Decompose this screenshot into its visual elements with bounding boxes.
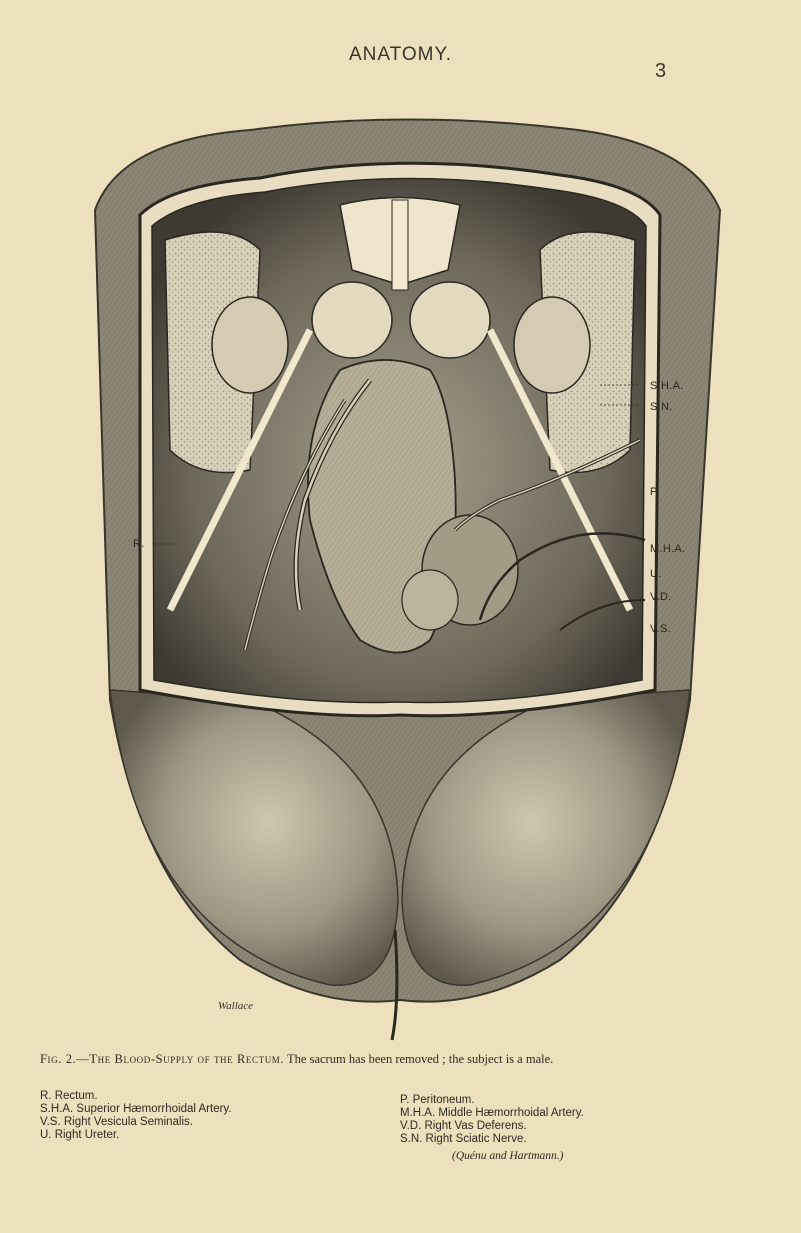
key-item: M.H.A. Middle Hæmorrhoidal Artery. xyxy=(400,1107,584,1119)
page-number: 3 xyxy=(655,60,667,82)
label-sha: S.H.A. xyxy=(650,380,684,392)
key-left-column xyxy=(40,1090,232,1142)
figure-number: Fig. 2. xyxy=(40,1052,77,1066)
label-sn: S.N. xyxy=(650,401,673,413)
label-vd: V.D. xyxy=(650,591,672,603)
key-item: R. Rectum. xyxy=(40,1090,98,1102)
figure-description: The sacrum has been removed ; the subject is a male. xyxy=(284,1052,554,1066)
spinous-process xyxy=(392,200,408,290)
figure-caption xyxy=(40,1052,770,1066)
left-femoral-head xyxy=(212,297,288,393)
key-item: V.D. Right Vas Deferens. xyxy=(400,1120,527,1132)
label-u: U. xyxy=(650,568,662,580)
right-vertebral-body xyxy=(410,282,490,358)
left-vertebral-body xyxy=(312,282,392,358)
figure-credit: (Quénu and Hartmann.) xyxy=(452,1150,564,1162)
key-item: P. Peritoneum. xyxy=(400,1094,475,1106)
figure-title: —The Blood-Supply of the Rectum. xyxy=(76,1052,285,1066)
artist-signature: Wallace xyxy=(218,1000,254,1012)
running-head: ANATOMY. xyxy=(348,44,453,65)
label-mha: M.H.A. xyxy=(650,543,686,555)
right-femoral-head xyxy=(514,297,590,393)
label-vs: V.S. xyxy=(650,623,671,635)
key-item: V.S. Right Vesicula Seminalis. xyxy=(40,1116,193,1128)
label-p: P. xyxy=(650,486,660,498)
key-item: S.H.A. Superior Hæmorrhoidal Artery. xyxy=(40,1103,232,1115)
key-right-column xyxy=(400,1094,584,1146)
bladder-part xyxy=(402,570,458,630)
key-item: U. Right Ureter. xyxy=(40,1129,120,1141)
key-item: S.N. Right Sciatic Nerve. xyxy=(400,1133,527,1145)
label-r: R. xyxy=(133,538,145,550)
